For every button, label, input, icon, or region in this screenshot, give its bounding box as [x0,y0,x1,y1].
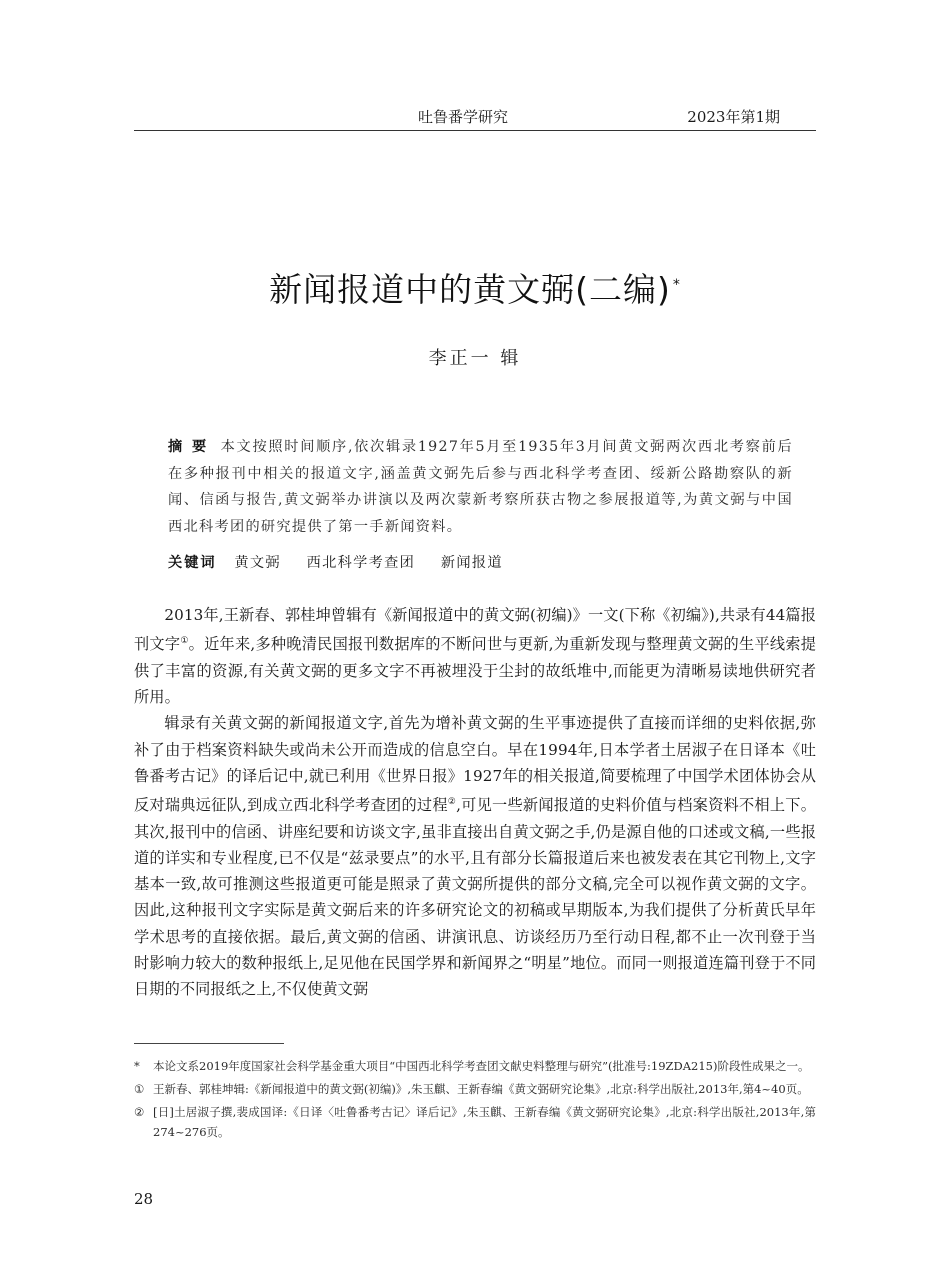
title-footnote-mark: * [672,277,681,293]
article-title [0,264,950,311]
body-paragraph-2 [134,710,816,1002]
footnotes [134,1056,816,1145]
keyword-item: 黄文弼 [234,555,281,571]
body-paragraph-1-text-b: 。近年来,多种晚清民国报刊数据库的不断问世与更新,为重新发现与整理黄文弼的生平线索提供了丰富的资源,有关黄文弼的更多文字不再被埋没于尘封的故纸堆中,而能更为清晰易读地供研究者所用。 [134,635,817,706]
footnote-item [134,1079,816,1099]
running-header [134,106,816,131]
footnote-item [134,1056,816,1076]
page-number: 28 [134,1190,154,1208]
footnote-text: 本论文系2019年度国家社会科学基金重大项目“中国西北科学考查团文献史料整理与研究”(批准号:19ZDA215)阶段性成果之一。 [153,1059,810,1073]
footnote-mark: ② [134,1105,145,1119]
keyword-item: 西北科学考查团 [306,555,416,571]
keyword-item: 新闻报道 [440,555,503,571]
body-paragraph-2-text-b: ,可见一些新闻报道的史料价值与档案资料不相上下。其次,报刊中的信函、讲座纪要和访谈文字,虽非直接出自黄文弼之手,仍是源自他的口述或文稿,一些报道的详实和专业程度,已不仅是“兹录要点”的水平,且有部分长篇报道后来也被发表在其它刊物上,文字基本一致,故可推测这些报道更可能是照录了黄文弼所提供的部分文稿,完全可以视作黄文弼的文字。因此,这种报刊文字实际是黄文弼后来的许多研究论文的初稿或早期版本,为我们提供了分析黄氏早年学术思考的直接依据。最后,黄文弼的信函、讲演讯息、访谈经历乃至行动日程,都不止一次刊登于当时影响力较大的数种报纸上,足见他在民国学界和新闻界之“明星”地位。而同一则报道连篇刊登于不同日期的不同报纸之上,不仅使黄文弼 [134,796,817,999]
footnote-ref-2[interactable]: ② [447,797,457,808]
footnote-ref-1[interactable]: ① [180,636,189,647]
footnote-text: [日]土居淑子撰,裴成国译:《日译〈吐鲁番考古记〉译后记》,朱玉麒、王新春编《黄文弼研究论集》,北京:科学出版社,2013年,第274~276页。 [153,1105,816,1139]
footnote-text: 王新春、郭桂坤辑:《新闻报道中的黄文弼(初编)》,朱玉麒、王新春编《黄文弼研究论集》,北京:科学出版社,2013年,第4~40页。 [153,1082,809,1096]
footnote-mark: ① [134,1082,145,1096]
body-text [134,602,816,1003]
abstract-label: 摘 要 [168,439,209,455]
keywords [168,551,793,575]
issue-number: 2023年第1期 [687,108,780,126]
journal-name: 吐鲁番学研究 [418,108,509,126]
body-paragraph-2-text-a: 辑录有关黄文弼的新闻报道文字,首先为增补黄文弼的生平事迹提供了直接而详细的史料依据,弥补了由于档案资料缺失或尚未公开而造成的信息空白。早在1994年,日本学者土居淑子在日译本《吐鲁番考古记》的译后记中,就已利用《世界日报》1927年的相关报道,简要梳理了中国学术团体协会从反对瑞典远征队,到成立西北科学考查团的过程 [134,714,816,815]
body-paragraph-1 [134,602,816,710]
article-title-text: 新闻报道中的黄文弼(二编) [269,270,671,309]
abstract-text: 本文按照时间顺序,依次辑录1927年5月至1935年3月间黄文弼两次西北考察前后在多种报刊中相关的报道文字,涵盖黄文弼先后参与西北科学考查团、绥新公路勘察队的新闻、信函与报告,黄文弼举办讲演以及两次蒙新考察所获古物之参展报道等,为黄文弼与中国西北科考团的研究提供了第一手新闻资料。 [168,439,793,535]
keywords-label: 关键词 [168,555,217,571]
footnote-item [134,1102,816,1142]
abstract [168,434,793,540]
article-author: 李正一 辑 [428,348,522,369]
footnote-mark: * [134,1059,140,1073]
footnote-divider [134,1043,284,1044]
body-paragraph-1-text-a: 2013年,王新春、郭桂坤曾辑有《新闻报道中的黄文弼(初编)》一文(下称《初编》),共录有44篇报刊文字 [134,606,816,654]
